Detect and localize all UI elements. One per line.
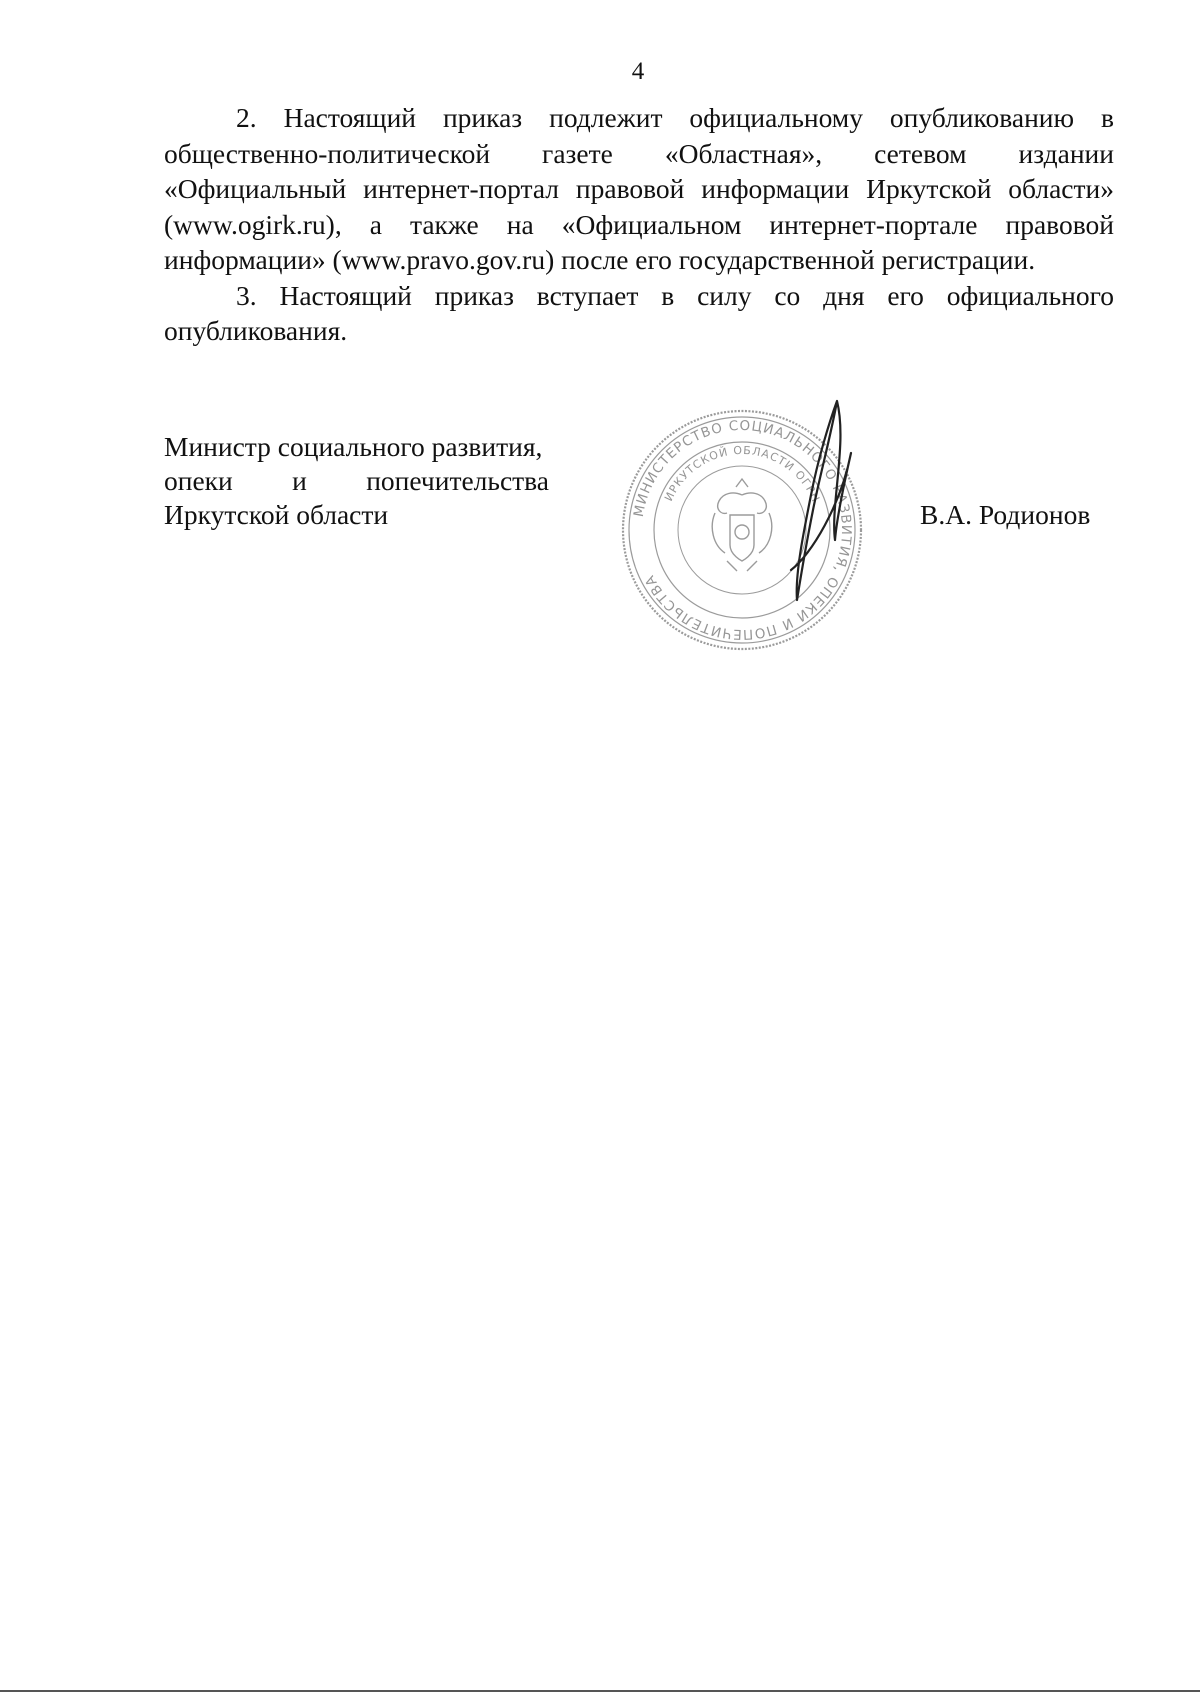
- document-body: [164, 100, 1114, 349]
- signer-position-line: опеки и попечительства: [164, 465, 549, 496]
- seal-inner-text: ИРКУТСКОЙ ОБЛАСТИ ОГРН: [662, 443, 823, 505]
- page-number: 4: [631, 58, 645, 85]
- signer-position-line: Министр социального развития,: [164, 431, 543, 462]
- signer-position-line: Иркутской области: [164, 499, 389, 530]
- signer-name: В.А. Родионов: [920, 499, 1091, 530]
- official-seal-icon: [615, 395, 870, 665]
- paragraph-effective-date: 3. Настоящий приказ вступает в силу со дня его официального опубликования.: [164, 279, 1114, 346]
- signer-position: [164, 430, 549, 532]
- paragraph-publication: 2. Настоящий приказ подлежит официальному опубликованию в общественно-политической газете «Областная», сетевом издании «Официальный интернет-портал правовой информации Иркутской области» (www.ogirk.ru), а также на «Официальном интернет-портале правовой информации» (www.pravo.gov.ru) после его государственной регистрации.: [164, 102, 1114, 275]
- page-bottom-edge: [0, 1690, 1200, 1692]
- seal-outer-text: МИНИСТЕРСТВО СОЦИАЛЬНОГО РАЗВИТИЯ, ОПЕКИ И ПОПЕЧИТЕЛЬСТВА: [630, 417, 855, 643]
